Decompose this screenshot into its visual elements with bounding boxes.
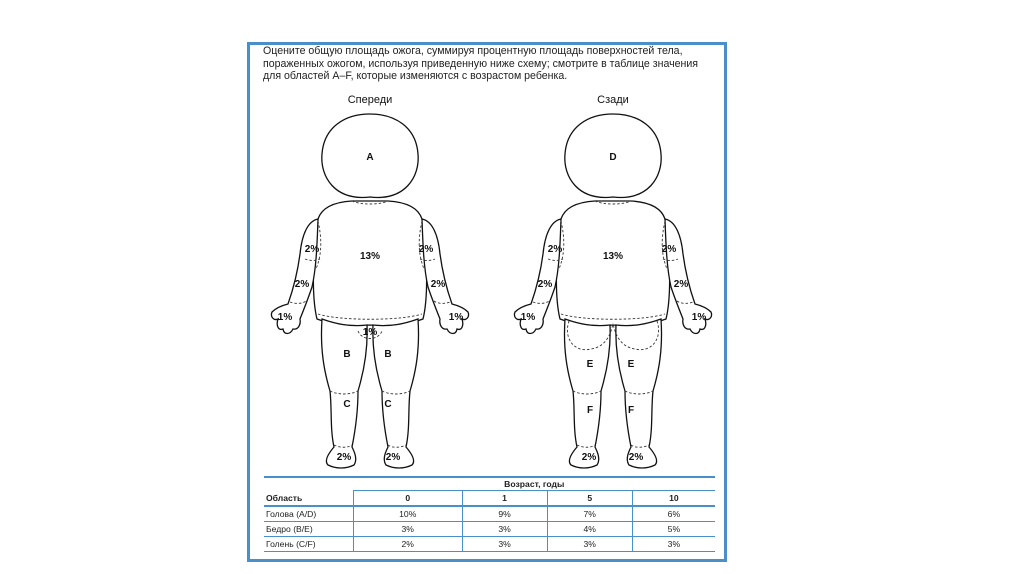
- front-view: [271, 95, 468, 468]
- front-head-label: A: [366, 152, 374, 163]
- front-leg-right-label: C: [384, 399, 392, 410]
- table-cell: 4%: [547, 522, 632, 537]
- back-forearm-right-label: 2%: [673, 279, 689, 290]
- table-cell: 3%: [354, 522, 463, 537]
- age-table: [264, 476, 715, 552]
- front-body-outline: [271, 114, 468, 468]
- back-upper-arm-right-label: 2%: [661, 244, 677, 255]
- table-cell: 6%: [632, 506, 715, 522]
- table-cell: 7%: [547, 506, 632, 522]
- front-foot-left-label: 2%: [336, 452, 352, 463]
- area-column-header: Область: [264, 491, 354, 507]
- table-cell: 3%: [462, 522, 547, 537]
- table-row: [264, 537, 715, 552]
- age-column-0: 0: [354, 491, 463, 507]
- table-cell: 3%: [632, 537, 715, 552]
- back-view: [514, 95, 711, 468]
- front-forearm-right-label: 2%: [430, 279, 446, 290]
- front-hand-left-label: 1%: [277, 312, 293, 323]
- age-column-10: 10: [632, 491, 715, 507]
- front-view-title: Спереди: [347, 95, 393, 106]
- back-foot-right-label: 2%: [628, 452, 644, 463]
- back-forearm-left-label: 2%: [537, 279, 553, 290]
- back-thigh-right-label: E: [627, 359, 635, 370]
- age-column-5: 5: [547, 491, 632, 507]
- row-area-label: Голень (C/F): [264, 537, 354, 552]
- table-cell: 5%: [632, 522, 715, 537]
- row-area-label: Голова (A/D): [264, 506, 354, 522]
- age-table-columns-row: [264, 491, 715, 507]
- back-foot-left-label: 2%: [581, 452, 597, 463]
- table-cell: 9%: [462, 506, 547, 522]
- back-trunk-label: 13%: [602, 251, 624, 262]
- table-row: [264, 522, 715, 537]
- back-hand-left-label: 1%: [520, 312, 536, 323]
- row-area-label: Бедро (B/E): [264, 522, 354, 537]
- back-leg-left-label: F: [586, 405, 594, 416]
- body-diagram: [250, 95, 724, 475]
- age-group-header: Возраст, годы: [354, 477, 716, 491]
- back-leg-right-label: F: [627, 405, 635, 416]
- back-hand-right-label: 1%: [691, 312, 707, 323]
- front-leg-left-label: C: [343, 399, 351, 410]
- age-column-1: 1: [462, 491, 547, 507]
- burn-chart-panel: [247, 42, 727, 562]
- table-cell: 3%: [462, 537, 547, 552]
- age-table-header-row: [264, 477, 715, 491]
- front-hand-right-label: 1%: [448, 312, 464, 323]
- table-cell: 2%: [354, 537, 463, 552]
- front-thigh-right-label: B: [384, 349, 392, 360]
- table-cell: 3%: [547, 537, 632, 552]
- front-forearm-left-label: 2%: [294, 279, 310, 290]
- instruction-text: Оцените общую площадь ожога, суммируя процентную площадь поверхностей тела, пораженных ожогом, используя приведенную ниже схему; смотрите в таблице значения для областей A–F, которые изменяются с возрастом ребенка.: [263, 45, 699, 83]
- table-cell: 10%: [354, 506, 463, 522]
- front-thigh-left-label: B: [343, 349, 351, 360]
- back-body-outline: [514, 114, 711, 468]
- front-genitals-label: 1%: [362, 327, 378, 338]
- back-thigh-left-label: E: [586, 359, 594, 370]
- back-head-label: D: [609, 152, 617, 163]
- front-foot-right-label: 2%: [385, 452, 401, 463]
- back-upper-arm-left-label: 2%: [547, 244, 563, 255]
- back-view-title: Сзади: [597, 95, 629, 106]
- front-trunk-label: 13%: [359, 251, 381, 262]
- table-row: [264, 506, 715, 522]
- front-upper-arm-right-label: 2%: [418, 244, 434, 255]
- front-upper-arm-left-label: 2%: [304, 244, 320, 255]
